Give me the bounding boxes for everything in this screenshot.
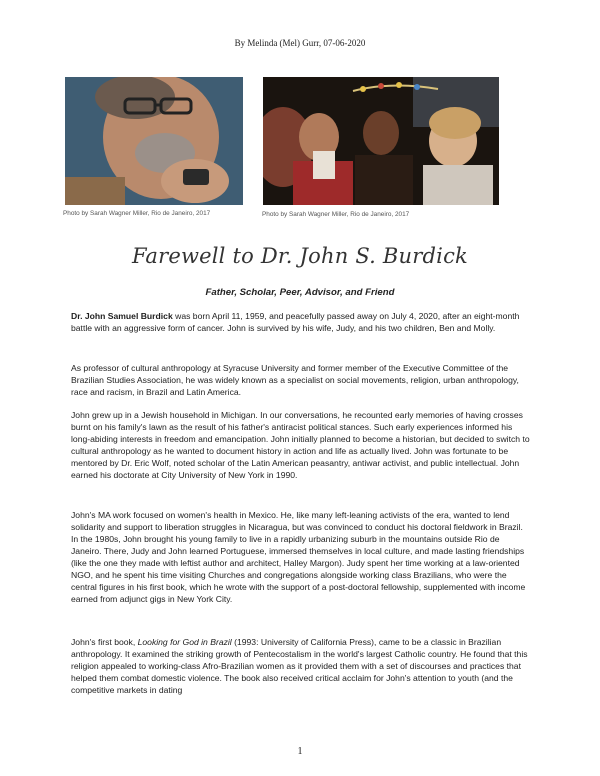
audience-illustration <box>263 77 499 205</box>
paragraph-fieldwork <box>71 509 531 605</box>
paragraph-intro-text: was born April 11, 1959, and peacefully passed away on July 4, 2020, after an eight-month battle with an aggressive form of cancer. John is survived by his wife, Judy, and his two children, Ben and Molly. <box>71 311 520 333</box>
paragraph-first-book-post: (1993: University of California Press), came to be a classic in Brazilian anthropology. It examined the striking growth of Pentecostalism in the world's largest Catholic country. He found that this religion appealed to working-class Afro-Brazilian women as it provided them with a set of discourses and practices that helped them combat domestic violence. The book also received critical acclaim for John's attention to youth (and the competitive markets in dating <box>71 637 528 695</box>
paragraph-first-book-pre: John's first book, <box>71 637 138 647</box>
book-title: Looking for God in Brazil <box>137 637 232 647</box>
paragraph-professor-text: As professor of cultural anthropology at Syracuse University and former member of the Executive Committee of the Brazilian Studies Association, he was widely known as a specialist on social movements, religion, urban anthropology, race and racism, in Brazil and Latin America. <box>71 363 519 397</box>
photo-audience <box>263 77 499 205</box>
paragraph-intro-lead: Dr. John Samuel Burdick <box>71 311 173 321</box>
photo-portrait <box>65 77 243 205</box>
byline: By Melinda (Mel) Gurr, 07-06-2020 <box>234 38 366 48</box>
paragraph-professor <box>71 362 531 398</box>
paragraph-upbringing <box>71 409 531 481</box>
paragraph-intro <box>71 310 531 334</box>
paragraph-upbringing-text: John grew up in a Jewish household in Michigan. In our conversations, he recounted early memories of having crosses burnt on his family's lawn as the result of his father's antiracist political stances. Such early experiences informed his long-abiding interests in freedom and emancipation. John initially planned to become a historian, but decided to switch to cultural anthropology as he wanted to document history in action and life as actually lived. John was fortunate to be mentored by Dr. Eric Wolf, noted scholar of the Latin American peasantry, antiwar activist, and public intellectual. John earned his doctorate at City University of New York in 1990. <box>71 410 530 480</box>
photo-caption-2: Photo by Sarah Wagner Miller, Rio de Janeiro, 2017 <box>262 211 410 218</box>
portrait-illustration <box>65 77 243 205</box>
page-subtitle: Father, Scholar, Peer, Advisor, and Friend <box>205 287 395 298</box>
paragraph-fieldwork-text: John's MA work focused on women's health in Mexico. He, like many left-leaning activists of the era, wanted to lend solidarity and support to liberation struggles in Nicaragua, but was convinced to conduct his doctoral fieldwork in Brazil. In the 1980s, John brought his young family to live in a rapidly urbanizing suburb in the mountains outside Rio de Janeiro. There, Judy and John learned Portuguese, immersed themselves in local culture, and made lasting friendships (like the one they made with leftist author and architect, Halley Margon). Judy spent her time working at a law-oriented NGO, and he spent his time visiting Churches and congregations alongside working class Brazilians, who were the central figures in his first book, which he wrote with the support of a post-doctoral fellowship, supplemented with income earned from adjunct gigs in New York City. <box>71 510 526 604</box>
paragraph-first-book <box>71 636 531 696</box>
page-title: Farewell to Dr. John S. Burdick <box>132 244 468 268</box>
photo-caption-1: Photo by Sarah Wagner Miller, Rio de Janeiro, 2017 <box>63 210 211 217</box>
page-number: 1 <box>297 746 303 757</box>
